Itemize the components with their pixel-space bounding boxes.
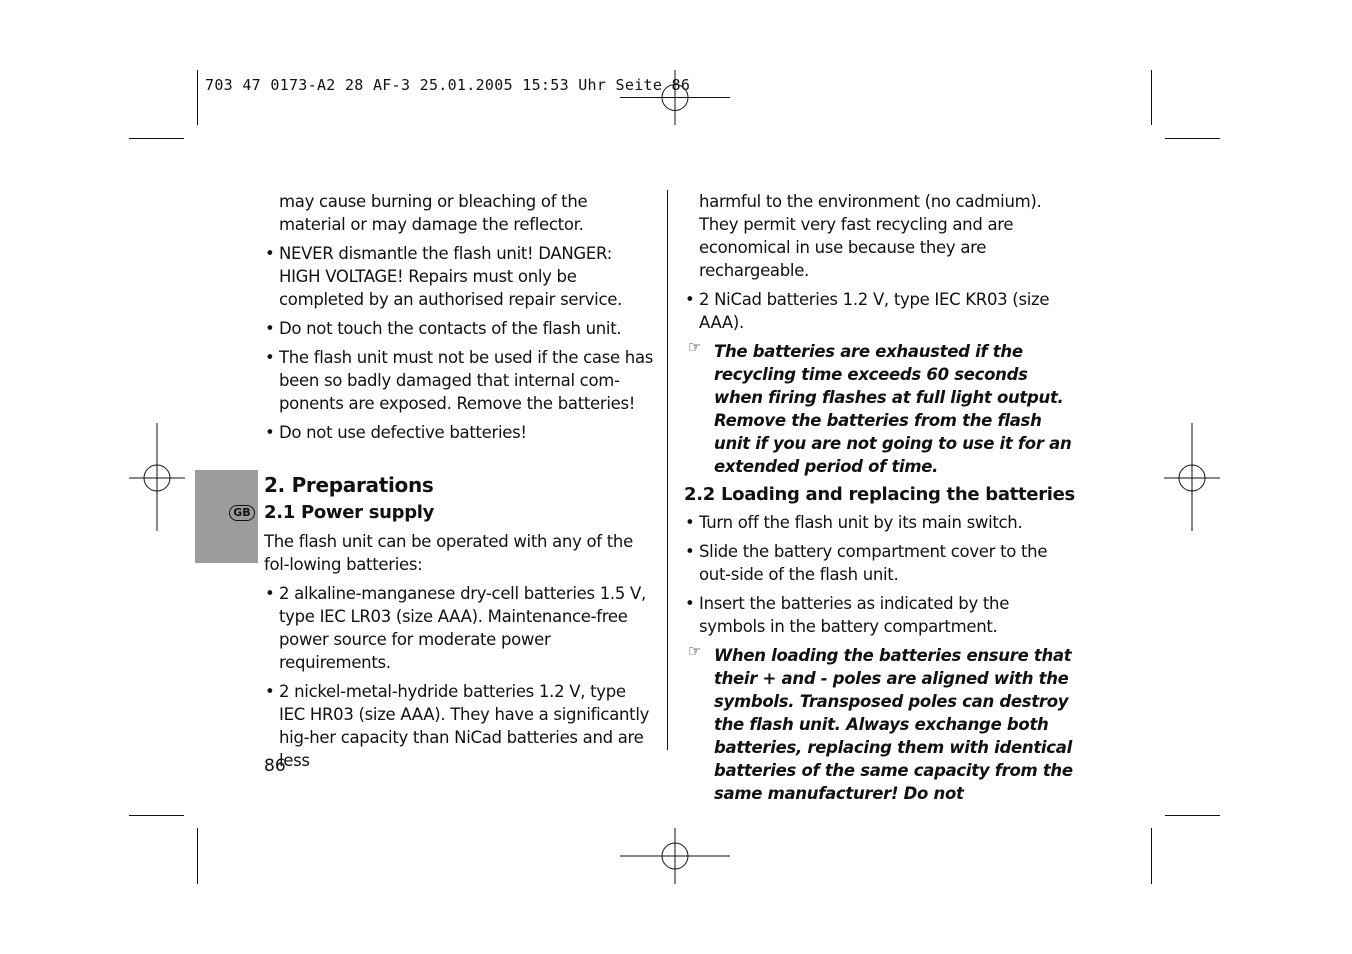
continued-text: may cause burning or bleaching of the material or may damage the reflector. <box>279 192 588 234</box>
page-number: 86 <box>264 756 286 776</box>
crop-mark <box>1165 815 1220 816</box>
list-item: • NEVER dismantle the flash unit! DANGER: HIGH VOLTAGE! Repairs must only be completed by an authorised repair service. <box>265 244 623 309</box>
right-column <box>684 190 1076 805</box>
list-item-text: Turn off the flash unit by its main switch. <box>699 513 1023 532</box>
crop-mark <box>1165 138 1220 139</box>
subsection-title: 2.1 Power supply <box>264 502 435 523</box>
list-item: • 2 alkaline-manganese dry-cell batteries 1.5 V, type IEC LR03 (size AAA). Maintenance-free power source for moderate power requirements. <box>265 584 646 672</box>
list-item-text: 2 alkaline-manganese dry-cell batteries 1.5 V, type IEC LR03 (size AAA). Maintenance-free power source for moderate power requirements. <box>279 584 646 672</box>
list-item-text: The flash unit must not be used if the case has been so badly damaged that internal com-ponents are exposed. Remove the batteries! <box>279 348 654 413</box>
pointing-hand-icon: ☞ <box>688 642 702 660</box>
list-item: • 2 nickel-metal-hydride batteries 1.2 V, type IEC HR03 (size AAA). They have a significantly hig-her capacity than NiCad batteries and are less <box>265 682 650 770</box>
subsection-title: 2.2 Loading and replacing the batteries <box>684 484 1075 505</box>
note-text: The batteries are exhausted if the recycling time exceeds 60 seconds when firing flashes at full light output. Remove the batteries from the flash unit if you are not going to use it for an extended period of time. <box>714 342 1072 476</box>
list-item: • The flash unit must not be used if the case has been so badly damaged that internal com-ponents are exposed. Remove the batteries! <box>265 348 654 413</box>
list-item: • Insert the batteries as indicated by the symbols in the battery compartment. <box>685 594 1010 636</box>
language-badge: GB <box>229 505 255 521</box>
crop-mark <box>1151 828 1152 884</box>
column-divider <box>667 190 668 750</box>
registration-mark-top <box>620 70 730 125</box>
list-item: • Do not touch the contacts of the flash unit. <box>265 319 622 338</box>
crop-mark <box>129 138 184 139</box>
print-header: 703 47 0173-A2 28 AF-3 25.01.2005 15:53 Uhr Seite 86 <box>205 76 691 94</box>
list-item: • 2 NiCad batteries 1.2 V, type IEC KR03 (size AAA). <box>685 290 1050 332</box>
note-text: When loading the batteries ensure that their + and - poles are aligned with the symbols. Transposed poles can destroy the flash unit. Always exchange both batteries, replacing them with identical batteries of the same capacity from the same manufacturer! Do not <box>714 646 1073 803</box>
crop-mark <box>197 70 198 125</box>
continued-text: harmful to the environment (no cadmium). They permit very fast recycling and are economical in use because they are rechargeable. <box>699 192 1042 280</box>
pointing-hand-icon: ☞ <box>688 338 702 356</box>
list-item: • Turn off the flash unit by its main switch. <box>685 513 1023 532</box>
paragraph: The flash unit can be operated with any of the fol-lowing batteries: <box>264 532 633 574</box>
registration-mark-right <box>1164 423 1220 531</box>
crop-mark <box>197 828 198 884</box>
list-item-text: 2 NiCad batteries 1.2 V, type IEC KR03 (size AAA). <box>699 290 1050 332</box>
list-item-text: 2 nickel-metal-hydride batteries 1.2 V, type IEC HR03 (size AAA). They have a significantly hig-her capacity than NiCad batteries and are less <box>279 682 650 770</box>
registration-mark-left <box>129 423 185 531</box>
list-item-text: Do not touch the contacts of the flash unit. <box>279 319 622 338</box>
list-item: • Do not use defective batteries! <box>265 423 527 442</box>
crop-mark <box>129 815 184 816</box>
note <box>684 340 1076 478</box>
list-item-text: Slide the battery compartment cover to the out-side of the flash unit. <box>699 542 1048 584</box>
list-item: • Slide the battery compartment cover to the out-side of the flash unit. <box>685 542 1048 584</box>
crop-mark <box>1151 70 1152 125</box>
left-column <box>264 190 656 772</box>
list-item-text: Insert the batteries as indicated by the symbols in the battery compartment. <box>699 594 1010 636</box>
list-item-text: NEVER dismantle the flash unit! DANGER: HIGH VOLTAGE! Repairs must only be completed by an authorised repair service. <box>279 244 623 309</box>
list-item-text: Do not use defective batteries! <box>279 423 527 442</box>
note <box>684 644 1076 805</box>
section-title: 2. Preparations <box>264 473 434 497</box>
registration-mark-bottom <box>620 828 730 884</box>
